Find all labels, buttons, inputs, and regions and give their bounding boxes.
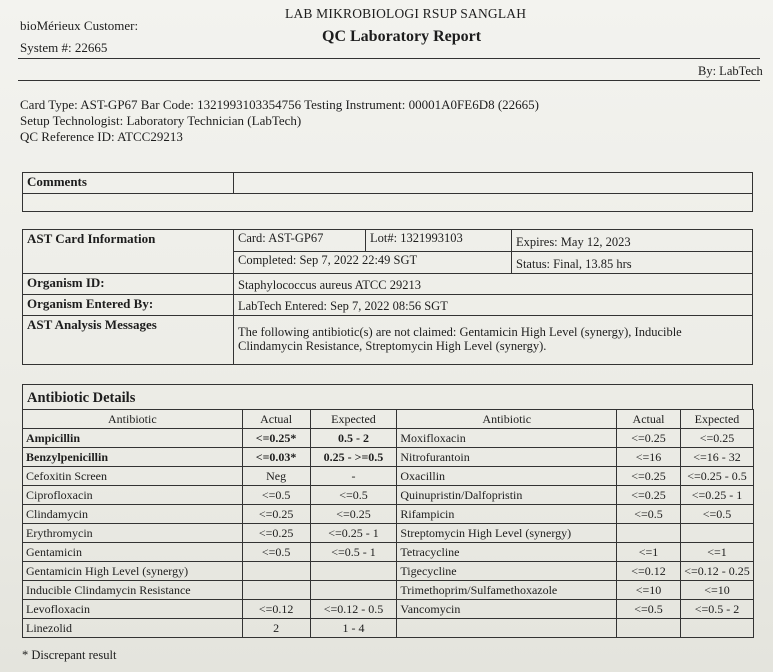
ast-analysis-messages-value — [233, 315, 753, 365]
table-row — [23, 486, 754, 505]
actual-value: <=1 — [617, 543, 681, 562]
actual-value: 2 — [242, 619, 310, 638]
expected-value — [310, 562, 397, 581]
actual-value: <=10 — [617, 581, 681, 600]
antibiotic-table-header — [23, 410, 754, 429]
actual-value: <=16 — [617, 448, 681, 467]
expected-value: <=0.25 — [680, 429, 753, 448]
report-title: QC Laboratory Report — [322, 28, 482, 45]
antibiotic-name: Erythromycin — [23, 524, 243, 543]
lab-name: LAB MIKROBIOLOGI RSUP SANGLAH — [285, 6, 527, 21]
expected-value: <=0.25 - 1 — [310, 524, 397, 543]
antibiotic-name: Gentamicin — [23, 543, 243, 562]
expected-value: <=0.5 — [680, 505, 753, 524]
antibiotic-name: Ampicillin — [23, 429, 243, 448]
expected-value: <=16 - 32 — [680, 448, 753, 467]
table-row — [23, 581, 754, 600]
antibiotic-name: Ciprofloxacin — [23, 486, 243, 505]
header-divider-2 — [18, 80, 760, 81]
expected-value: <=0.25 - 0.5 — [680, 467, 753, 486]
antibiotic-name: Streptomycin High Level (synergy) — [397, 524, 617, 543]
expected-value: <=0.5 - 1 — [310, 543, 397, 562]
ast-message-line-2: Clindamycin Resistance, Streptomycin High Level (synergy). — [238, 339, 547, 353]
table-row — [23, 600, 754, 619]
expected-value — [680, 524, 753, 543]
actual-value: <=0.03* — [242, 448, 310, 467]
expected-value: 0.25 - >=0.5 — [310, 448, 397, 467]
card-type-line: Card Type: AST-GP67 Bar Code: 1321993103354756 Testing Instrument: 00001A0FE6D8 (22665) — [20, 97, 540, 112]
antibiotic-name: Rifampicin — [397, 505, 617, 524]
expected-value: <=0.25 - 1 — [680, 486, 753, 505]
expected-value — [310, 581, 397, 600]
antibiotic-name: Inducible Clindamycin Resistance — [23, 581, 243, 600]
actual-value: <=0.25 — [617, 467, 681, 486]
qc-reference-line: QC Reference ID: ATCC29213 — [20, 129, 183, 144]
antibiotic-name: Tigecycline — [397, 562, 617, 581]
col-header-antibiotic-2: Antibiotic — [397, 410, 617, 429]
antibiotic-name: Cefoxitin Screen — [23, 467, 243, 486]
antibiotic-name: Levofloxacin — [23, 600, 243, 619]
table-row — [23, 429, 754, 448]
col-header-expected-2: Expected — [680, 410, 753, 429]
expected-value: <=0.25 — [310, 505, 397, 524]
table-row — [23, 543, 754, 562]
table-row — [23, 467, 754, 486]
actual-value: Neg — [242, 467, 310, 486]
completed-date: Completed: Sep 7, 2022 22:49 SGT — [233, 251, 512, 274]
antibiotic-details-title: Antibiotic Details — [22, 384, 753, 410]
system-number: System #: 22665 — [20, 40, 108, 55]
actual-value: <=0.5 — [617, 505, 681, 524]
comments-body — [22, 193, 753, 212]
antibiotic-name: Linezolid — [23, 619, 243, 638]
antibiotic-details-table — [22, 409, 754, 638]
organism-entered-by-label: Organism Entered By: — [22, 294, 234, 316]
antibiotic-name: Trimethoprim/Sulfamethoxazole — [397, 581, 617, 600]
actual-value: <=0.25 — [617, 486, 681, 505]
comments-label: Comments — [22, 172, 234, 194]
antibiotic-name: Oxacillin — [397, 467, 617, 486]
report-author: By: LabTech — [698, 64, 763, 78]
expected-value — [680, 619, 753, 638]
actual-value: <=0.5 — [617, 600, 681, 619]
lot-number: Lot#: 1321993103 — [365, 229, 512, 252]
antibiotic-name: Tetracycline — [397, 543, 617, 562]
customer-label: bioMérieux Customer: — [20, 18, 139, 33]
expected-value: <=0.5 - 2 — [680, 600, 753, 619]
ast-message-line-1: The following antibiotic(s) are not claimed: Gentamicin High Level (synergy), Inducible — [238, 325, 682, 339]
actual-value — [617, 619, 681, 638]
ast-analysis-messages-label: AST Analysis Messages — [22, 315, 234, 365]
col-header-expected: Expected — [310, 410, 397, 429]
table-row — [23, 524, 754, 543]
table-row — [23, 619, 754, 638]
col-header-actual: Actual — [242, 410, 310, 429]
col-header-actual-2: Actual — [617, 410, 681, 429]
antibiotic-name: Clindamycin — [23, 505, 243, 524]
col-header-antibiotic: Antibiotic — [23, 410, 243, 429]
table-row — [23, 562, 754, 581]
antibiotic-name: Vancomycin — [397, 600, 617, 619]
expected-value: <=0.5 — [310, 486, 397, 505]
antibiotic-name: Quinupristin/Dalfopristin — [397, 486, 617, 505]
actual-value: <=0.25 — [242, 524, 310, 543]
card-name: Card: AST-GP67 — [233, 229, 366, 252]
actual-value: <=0.25 — [242, 505, 310, 524]
actual-value — [242, 562, 310, 581]
expected-value: <=0.12 - 0.5 — [310, 600, 397, 619]
actual-value: <=0.12 — [242, 600, 310, 619]
actual-value — [617, 524, 681, 543]
antibiotic-name: Moxifloxacin — [397, 429, 617, 448]
expected-value: <=10 — [680, 581, 753, 600]
setup-technologist-line: Setup Technologist: Laboratory Technician (LabTech) — [20, 113, 302, 128]
antibiotic-name: Benzylpenicillin — [23, 448, 243, 467]
expected-value: - — [310, 467, 397, 486]
antibiotic-name: Gentamicin High Level (synergy) — [23, 562, 243, 581]
expected-value: 0.5 - 2 — [310, 429, 397, 448]
card-status: Status: Final, 13.85 hrs — [511, 251, 753, 274]
header-divider — [18, 58, 760, 59]
organism-entered-by-value: LabTech Entered: Sep 7, 2022 08:56 SGT — [233, 294, 753, 316]
actual-value — [242, 581, 310, 600]
expires-date: Expires: May 12, 2023 — [511, 229, 753, 252]
organism-id-value: Staphylococcus aureus ATCC 29213 — [233, 273, 753, 295]
actual-value: <=0.5 — [242, 543, 310, 562]
organism-id-label: Organism ID: — [22, 273, 234, 295]
antibiotic-name — [397, 619, 617, 638]
table-row — [23, 448, 754, 467]
expected-value: <=1 — [680, 543, 753, 562]
comments-value — [233, 172, 753, 194]
actual-value: <=0.25* — [242, 429, 310, 448]
actual-value: <=0.5 — [242, 486, 310, 505]
table-row — [23, 505, 754, 524]
antibiotic-name: Nitrofurantoin — [397, 448, 617, 467]
expected-value: <=0.12 - 0.25 — [680, 562, 753, 581]
actual-value: <=0.12 — [617, 562, 681, 581]
expected-value: 1 - 4 — [310, 619, 397, 638]
actual-value: <=0.25 — [617, 429, 681, 448]
ast-card-info-label: AST Card Information — [22, 229, 234, 274]
discrepant-footnote: * Discrepant result — [22, 648, 117, 662]
